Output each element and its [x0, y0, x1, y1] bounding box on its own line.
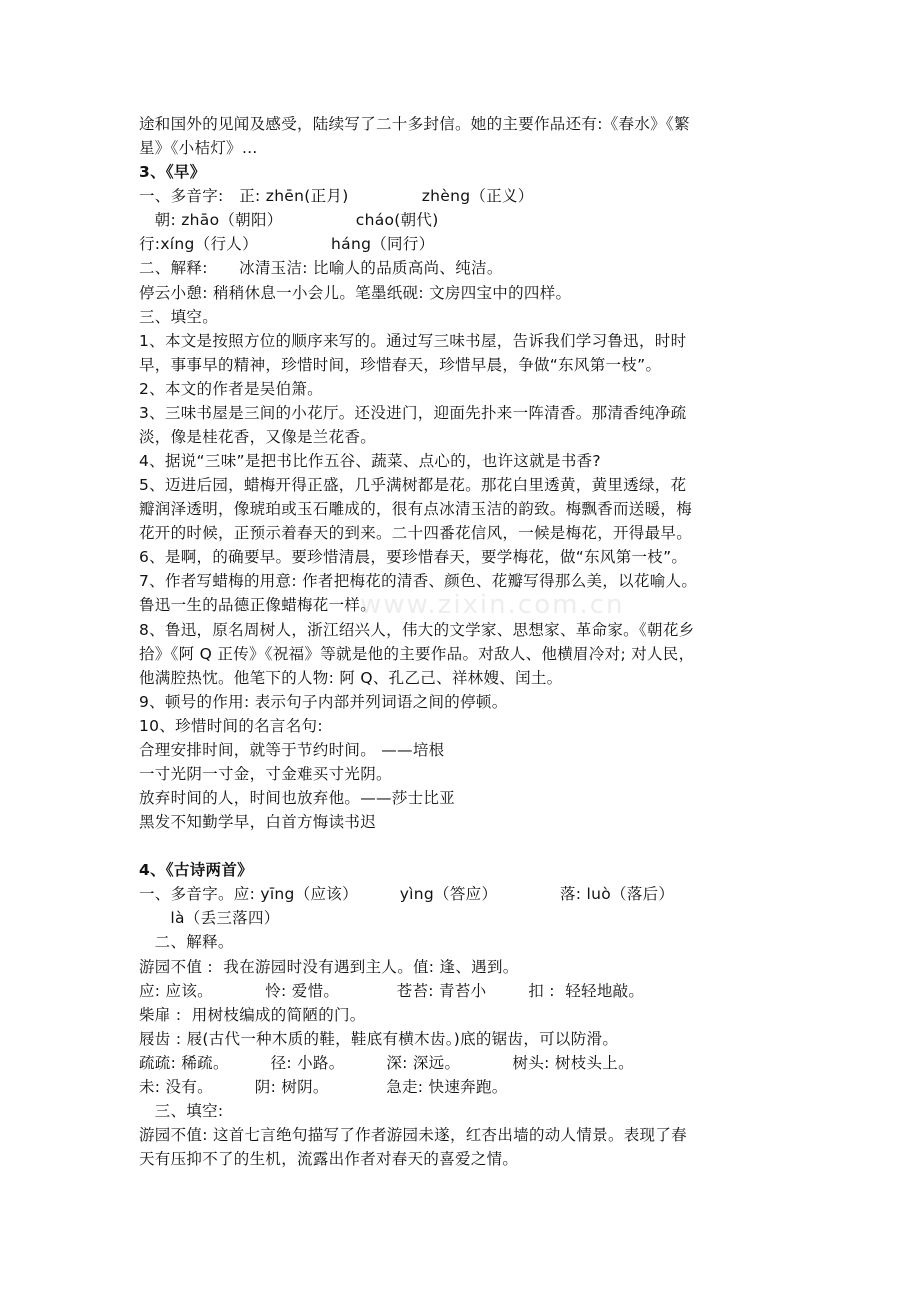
text-line: 放弃时间的人，时间也放弃他。——莎士比亚 — [139, 789, 456, 807]
text-line: 瓣润泽透明，像琥珀或玉石雕成的，很有点冰清玉洁的韵致。梅飘香而送暖，梅 — [139, 500, 693, 518]
text-line: 8、鲁迅，原名周树人，浙江绍兴人，伟大的文学家、思想家、革命家。《朝花乡 — [139, 621, 695, 639]
text-line: 游园不值: 这首七言绝句描写了作者游园未遂，红杏出墙的动人情景。表现了春 — [139, 1126, 687, 1144]
text-line: 5、迈进后园，蜡梅开得正盛，几乎满树都是花。那花白里透黄，黄里透绿，花 — [139, 476, 687, 494]
text-line: 2、本文的作者是吴伯箫。 — [139, 380, 323, 398]
text-line: 途和国外的见闻及感受，陆续写了二十多封信。她的主要作品还有:《春水》《繁 — [139, 115, 690, 133]
text-line: 一寸光阴一寸金，寸金难买寸光阴。 — [139, 765, 392, 783]
text-line: 三、填空: — [139, 1102, 224, 1120]
text-line: 停云小憩: 稍稍休息一小会儿。笔墨纸砚: 文房四宝中的四样。 — [139, 284, 572, 302]
text-line: 鲁迅一生的品德正像蜡梅花一样。 — [139, 596, 377, 614]
text-line: 疏疏: 稀疏。 径: 小路。 深: 深远。 树头: 树枝头上。 — [139, 1054, 634, 1072]
text-line: 三、填空。 — [139, 308, 219, 326]
section-heading: 4、《古诗两首》 — [139, 861, 253, 879]
text-line: 10、珍惜时间的名言名句: — [139, 717, 323, 735]
text-line: 他满腔热忱。他笔下的人物: 阿 Q、孔乙己、祥林嫂、闰土。 — [139, 669, 563, 687]
text-line: 合理安排时间，就等于节约时间。 ——培根 — [139, 741, 445, 759]
text-line: 9、顿号的作用: 表示句子内部并列词语之间的停顿。 — [139, 693, 508, 711]
text-line: 未: 没有。 阴: 树阴。 急走: 快速奔跑。 — [139, 1078, 508, 1096]
text-line: 拾》《阿 Q 正传》《祝福》等就是他的主要作品。对敌人、他横眉冷对; 对人民， — [139, 645, 695, 663]
text-line: 6、是啊，的确要早。要珍惜清晨，要珍惜春天，要学梅花，做“东风第一枝”。 — [139, 548, 688, 566]
text-line: 4、据说“三味”是把书比作五谷、蔬菜、点心的，也许这就是书香? — [139, 452, 601, 470]
text-line: 淡，像是桂花香，又像是兰花香。 — [139, 428, 377, 446]
text-line: 早，事事早的精神，珍惜时间，珍惜春天，珍惜早晨，争做“东风第一枝”。 — [139, 356, 662, 374]
text-line: 游园不值 : 我在游园时没有遇到主人。值: 逢、遇到。 — [139, 958, 519, 976]
watermark-text: www.zixin.com.cn — [360, 590, 625, 620]
text-line: 柴扉 : 用树枝编成的简陋的门。 — [139, 1006, 366, 1024]
text-line: 一、多音字。应: yīng（应该） yìng（答应） 落: luò（落后） — [139, 885, 675, 903]
section-heading: 3、《早》 — [139, 163, 206, 181]
text-line: 一、多音字: 正: zhēn(正月) zhèng（正义） — [139, 187, 534, 205]
text-line: 应: 应该。 怜: 爱惜。 苍苔: 青苔小 扣 : 轻轻地敲。 — [139, 982, 645, 1000]
text-line: 朝: zhāo（朝阳） cháo(朝代) — [139, 211, 439, 229]
text-line: là（丢三落四） — [139, 909, 280, 927]
text-line: 天有压抑不了的生机，流露出作者对春天的喜爱之情。 — [139, 1150, 519, 1168]
text-line: 二、解释。 — [139, 933, 234, 951]
text-line: 3、三味书屋是三间的小花厅。还没进门，迎面先扑来一阵清香。那清香纯净疏 — [139, 404, 687, 422]
text-line: 1、本文是按照方位的顺序来写的。通过写三味书屋，告诉我们学习鲁迅，时时 — [139, 332, 687, 350]
text-line: 屐齿 : 屐(古代一种木质的鞋，鞋底有横木齿。)底的锯齿，可以防滑。 — [139, 1030, 619, 1048]
text-line: 二、解释: 冰清玉洁: 比喻人的品质高尚、纯洁。 — [139, 259, 503, 277]
text-line: 星》《小桔灯》… — [139, 139, 258, 157]
text-line: 花开的时候，正预示着春天的到来。二十四番花信风，一候是梅花，开得最早。 — [139, 524, 693, 542]
text-line: 黑发不知勤学早，白首方悔读书迟 — [139, 813, 377, 831]
text-line: 7、作者写蜡梅的用意: 作者把梅花的清香、颜色、花瓣写得那么美，以花喻人。 — [139, 572, 698, 590]
text-line: 行:xíng（行人） háng（同行） — [139, 235, 435, 253]
